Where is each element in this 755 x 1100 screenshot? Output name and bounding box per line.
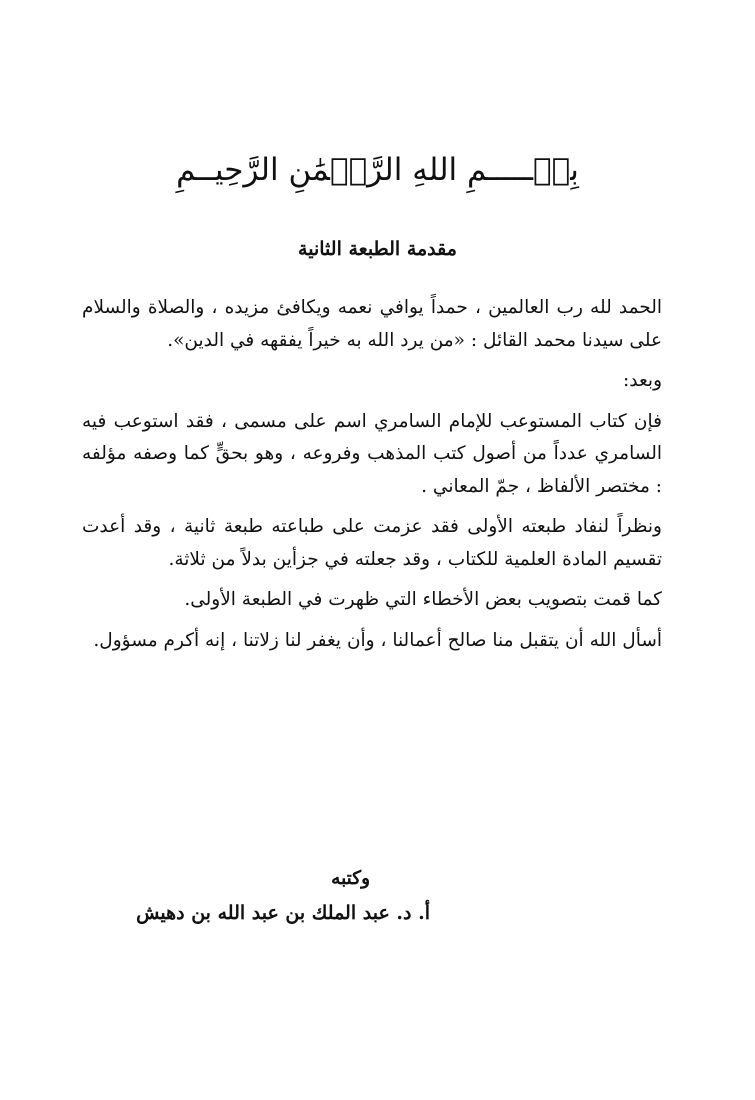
paragraph-closing-prayer: أسأل الله أن يتقبل منا صالح أعمالنا ، وأن يغفر لنا زلاتنا ، إنه أكرم مسؤول. (93, 629, 662, 651)
page-title: مقدمة الطبعة الثانية (298, 238, 457, 260)
paragraph-praise: الحمد لله رب العالمين ، حمداً يوافي نعمه ويكافئ مزيده ، والصلاة والسلام على سيدنا محمد القائل : «من يرد الله به خيراً يفقهه في الدين». (82, 297, 662, 351)
paragraph-wabaad: وبعد: (623, 370, 662, 391)
paragraph-corrections: كما قمت بتصويب بعض الأخطاء التي ظهرت في الطبعة الأولى. (184, 589, 662, 610)
author-signature: أ. د. عبد الملك بن عبد الله بن دهيش (136, 902, 430, 924)
preface-body (82, 292, 662, 665)
paragraph-second-edition: ونظراً لنفاد طبعته الأولى فقد عزمت على طباعته طبعة ثانية ، وقد أعدت تقسيم المادة العلمية للكتاب ، وقد جعلته في جزأين بدلاً من ثلاثة. (82, 516, 662, 570)
paragraph-book-description: فإن كتاب المستوعب للإمام السامري اسم على مسمى ، فقد استوعب فيه السامري عدداً من أصول كتب المذهب وفروعه ، وهو بحقٍّ كما وصفه مؤلفه : مختصر الألفاظ ، جمّ المعاني . (82, 410, 662, 497)
signed-by-label: وكتبه (331, 868, 370, 889)
basmala-heading: بِسۡـــــمِ اللهِ الرَّحۡمَٰنِ الرَّحِيــمِ (176, 152, 579, 188)
